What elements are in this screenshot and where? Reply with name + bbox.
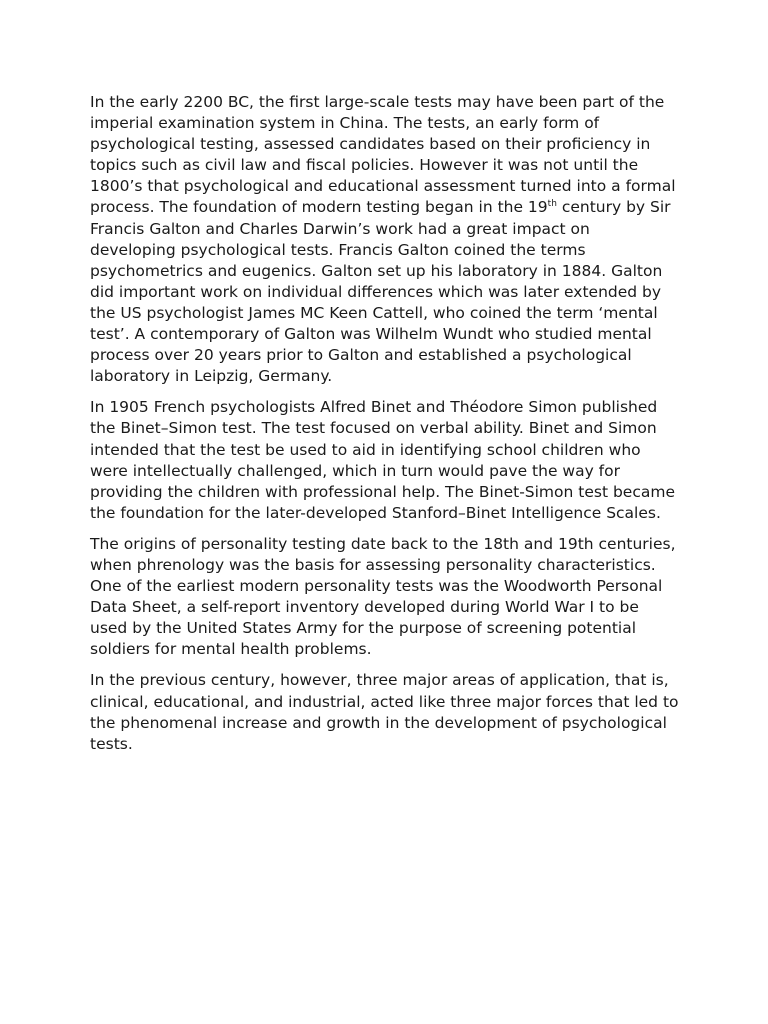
paragraph-binet-simon [90,397,680,524]
paragraph-application-areas [90,670,680,754]
paragraph-text: century by Sir Francis Galton and Charles Darwin’s work had a great impact on developing psychological tests. Francis Galton coined the terms psychometrics and eugenics. Galton set up his laboratory in 1884. Galton did important work on individual differences which was later extended by the US psychologist James MC Keen Cattell, who coined the term ‘mental test’. A contemporary of Galton was Wilhelm Wundt who studied mental process over 20 years prior to Galton and established a psychological laboratory in Leipzig, Germany. [90,198,671,386]
paragraph-text: The origins of personality testing date back to the 18th and 19th centuries, when phrenology was the basis for assessing personality characteristics. One of the earliest modern personality tests was the Woodworth Personal Data Sheet, a self-report inventory developed during World War I to be used by the United States Army for the purpose of screening potential soldiers for mental health problems. [90,534,676,659]
document-body [90,92,680,765]
paragraph-history-origins [90,92,680,387]
ordinal-superscript: th [547,199,557,210]
paragraph-text: In 1905 French psychologists Alfred Binet and Théodore Simon published the Binet–Simon test. The test focused on verbal ability. Binet and Simon intended that the test be used to aid in identifying school children who were intellectually challenged, which in turn would pave the way for providing the children with professional help. The Binet-Simon test became the foundation for the later-developed Stanford–Binet Intelligence Scales. [90,398,675,522]
paragraph-text: In the previous century, however, three major areas of application, that is, clinical, educational, and industrial, acted like three major forces that led to the phenomenal increase and growth in the development of psychological tests. [90,671,679,753]
paragraph-text: In the early 2200 BC, the first large-scale tests may have been part of the imperial examination system in China. The tests, an early form of psychological testing, assessed candidates based on their proficiency in topics such as civil law and fiscal policies. However it was not until the 1800’s that psychological and educational assessment turned into a formal process. The foundation of modern testing began in the 19 [90,93,676,217]
paragraph-personality-testing [90,534,680,661]
